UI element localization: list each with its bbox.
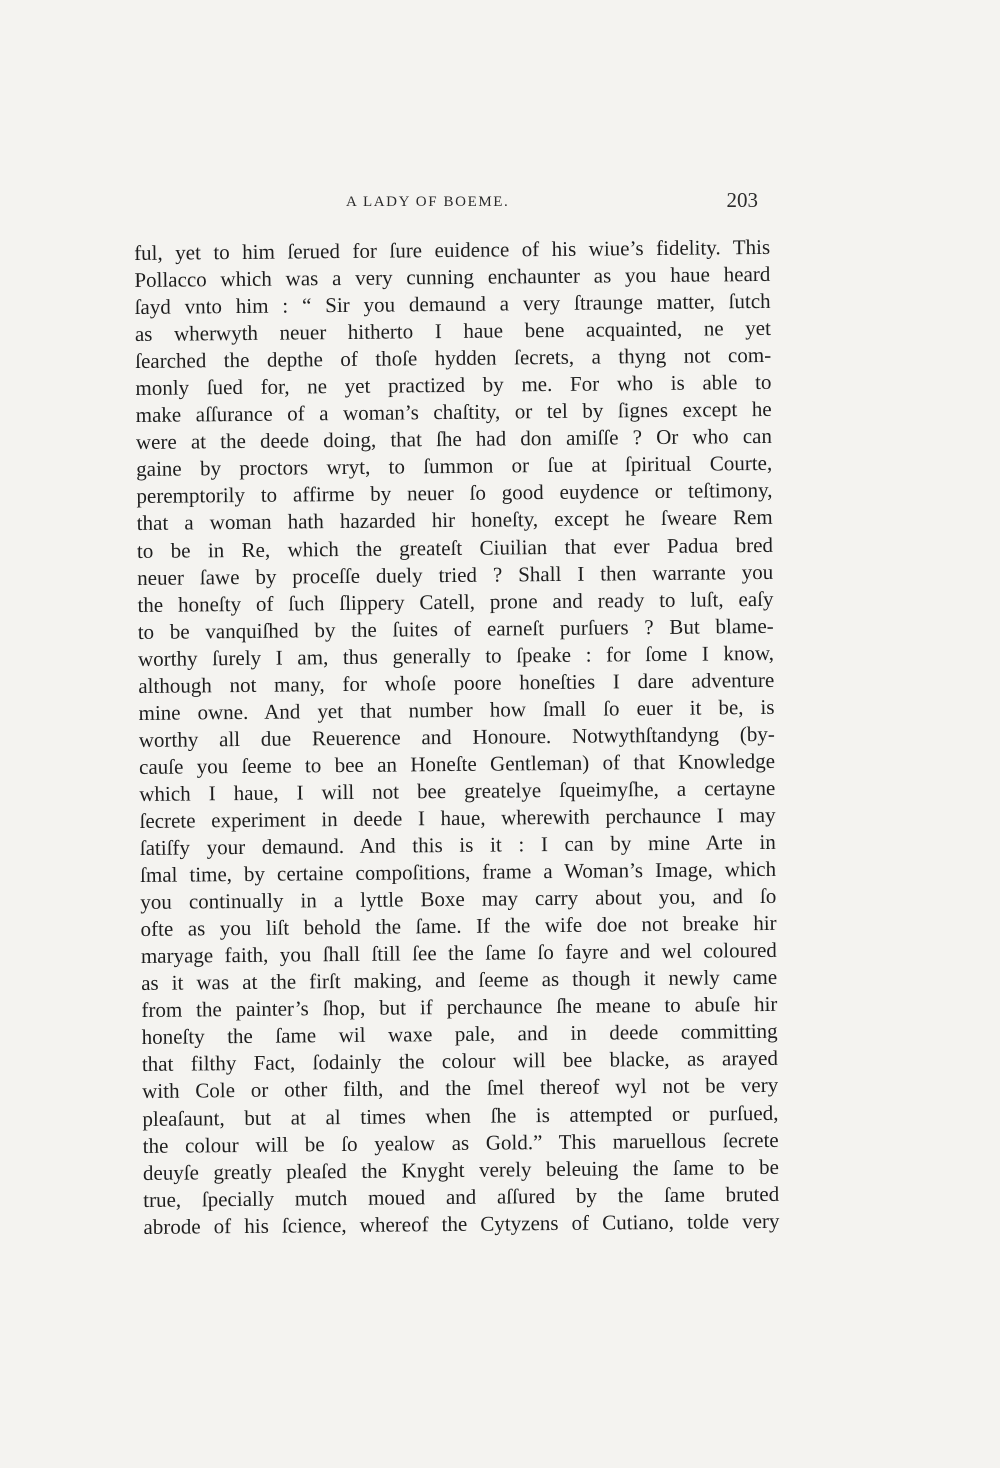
text-line: gaine by proctors wryt, to ſummon or ſue at ſpiritual Courte, bbox=[136, 451, 773, 482]
text-line: ſecrete experiment in deede I haue, wherewith perchaunce I may bbox=[139, 802, 776, 833]
text-line: ſayd vnto him : “ Sir you demaund a very ſtraunge matter, ſutch bbox=[134, 288, 771, 320]
text-line: to be in Re, which the greateſt Ciuilian that ever Padua bred bbox=[136, 532, 774, 563]
page-number: 203 bbox=[726, 188, 758, 212]
text-line: to be vanquiſhed by the ſuites of earneſt purſuers ? But blame- bbox=[137, 613, 774, 644]
text-line: honeſty the ſame wil waxe pale, and in deede committing bbox=[141, 1019, 778, 1050]
text-line: ſmal time, by certaine compoſitions, frame a Woman’s Image, which bbox=[139, 856, 777, 888]
text-line: monly ſued for, ne yet practized by me. For who is able to bbox=[135, 370, 772, 401]
text-line: as it was at the firſt making, and ſeeme as though it newly came bbox=[141, 965, 778, 996]
text-line: ſatiſfy your demaund. And this is it : I can by mine Arte in bbox=[139, 829, 776, 861]
text-line: mine owne. And yet that number how ſmall ſo euer it be, is bbox=[138, 694, 775, 725]
text-line: the honeſty of ſuch ſlippery Catell, prone and ready to luſt, eaſy bbox=[137, 586, 774, 617]
text-line: deuyſe greatly pleaſed the Knyght verely beleuing the ſame to be bbox=[142, 1154, 780, 1185]
text-line: ofte as you liſt behold the ſame. If the wife doe not breake hir bbox=[140, 911, 777, 942]
text-line: ful, yet to him ſerued for ſure euidence of his wiue’s fidelity. This bbox=[134, 234, 771, 265]
text-line: from the painter’s ſhop, but if perchaunce ſhe meane to abuſe hir bbox=[141, 992, 778, 1023]
text-line: were at the deede doing, that ſhe had don amiſſe ? Or who can bbox=[135, 424, 773, 455]
text-line: abrode of his ſcience, whereof the Cytyzens of Cutiano, tolde very bbox=[143, 1208, 780, 1239]
text-line: with Cole or other filth, and the ſmel thereof wyl not be very bbox=[142, 1073, 779, 1104]
running-title: A LADY OF BOEME. bbox=[346, 194, 510, 210]
text-line: the colour will be ſo yealow as Gold.” This maruellous ſecrete bbox=[142, 1127, 779, 1158]
text-line: as wherwyth neuer hitherto I haue bene acquainted, ne yet bbox=[134, 316, 771, 347]
text-line: pleaſaunt, but at al times when ſhe is attempted or purſued, bbox=[142, 1100, 779, 1131]
text-line: ſearched the depthe of thoſe hydden ſecrets, a thyng not com- bbox=[135, 343, 772, 374]
text-line: Pollacco which was a very cunning enchaunter as you haue heard bbox=[134, 261, 771, 293]
text-line: that a woman hath hazarded hir honeſty, except he ſweare Rem bbox=[136, 505, 773, 536]
text-line: neuer ſawe by proceſſe duely tried ? Shall I then warrante you bbox=[137, 559, 774, 590]
text-line: make aſſurance of a woman’s chaſtity, or tel by ſignes except he bbox=[135, 397, 772, 428]
text-line: worthy ſurely I am, thus generally to ſpeake : for ſome I know, bbox=[137, 640, 775, 671]
text-line: worthy all due Reuerence and Honoure. Notwythſtandyng (by- bbox=[138, 721, 775, 752]
text-line: cauſe you ſeeme to bee an Honeſte Gentleman) of that Knowledge bbox=[138, 748, 776, 779]
body-text bbox=[134, 234, 780, 1241]
text-line: you continually in a lyttle Boxe may carry about you, and ſo bbox=[140, 883, 777, 915]
running-head bbox=[134, 188, 770, 218]
text-line: that filthy Fact, ſodainly the colour will bee blacke, as arayed bbox=[141, 1046, 778, 1077]
text-line: although not many, for whoſe poore honeſties I dare adventure bbox=[138, 667, 775, 698]
text-line: peremptorily to affirme by neuer ſo good euydence or teſtimony, bbox=[136, 478, 773, 509]
text-line: maryage faith, you ſhall ſtill ſee the ſame ſo fayre and wel coloured bbox=[140, 938, 777, 969]
text-line: which I haue, I will not bee greatelye ſqueimyſhe, a certayne bbox=[139, 775, 776, 806]
text-line: true, ſpecially mutch moued and aſſured by the ſame bruted bbox=[143, 1181, 780, 1212]
